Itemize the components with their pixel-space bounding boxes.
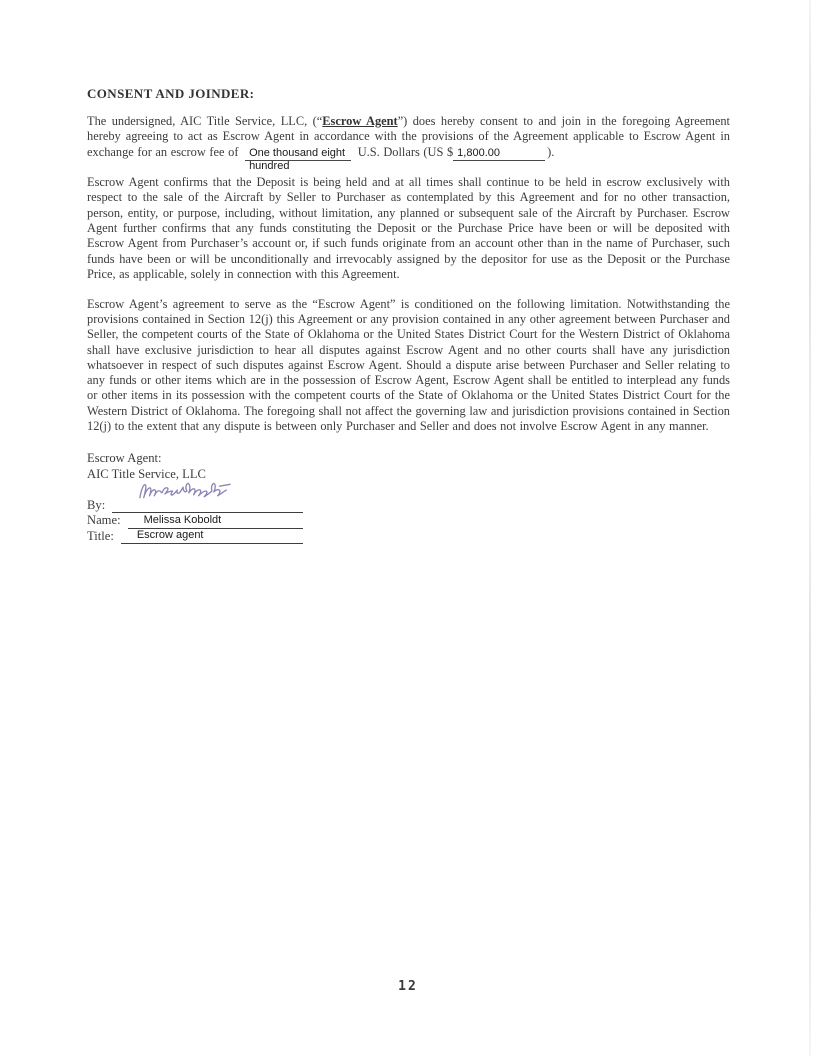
name-field[interactable] — [128, 514, 303, 529]
title-label: Title: — [87, 528, 114, 543]
signer-company-name: AIC Title Service, LLC — [87, 466, 206, 481]
handwritten-signature-icon — [137, 478, 233, 504]
document-content — [87, 86, 730, 544]
paragraph-intro — [87, 114, 730, 172]
fee-amount-field[interactable]: 1,800.00 — [453, 147, 545, 161]
paragraph-deposit-confirmation: Escrow Agent confirms that the Deposit is being held and at all times shall continue to be held in escrow exclusively with respect to the sale of the Aircraft by Seller to Purchaser as contemplated by this Agreement and for no other transaction, person, entity, or purpose, including, without limitation, any planned or subsequent sale of the Aircraft by Purchaser. Escrow Agent further confirms that any funds constituting the Deposit or the Purchase Price have been or will be deposited with Escrow Agent from Purchaser’s account or, if such funds originate from an account other than in the name of Purchaser, such funds have been or will be unconditionally and irrevocably assigned by the depositor for use as the Deposit or the Purchase Price, as applicable, solely in connection with this Agreement. — [87, 175, 730, 281]
signature-rows — [87, 498, 303, 544]
paragraph-jurisdiction: Escrow Agent’s agreement to serve as the “Escrow Agent” is conditioned on the following limitation. Notwithstanding the provisions contained in Section 12(j) this Agreement or any provision contained in any other agreement between Purchaser and Seller, the competent courts of the State of Oklahoma or the United States District Court for the Western District of Oklahoma shall have exclusive jurisdiction to hear all disputes against Escrow Agent and no other courts shall have any jurisdiction whatsoever in respect of such disputes against Escrow Agent. Should a dispute arise between Purchaser and Seller relating to any funds or other items which are in the possession of Escrow Agent, Escrow Agent shall be entitled to interplead any funds or other items in its possession with the competent courts of the State of Oklahoma or the United States District Court for the Western District of Oklahoma. The foregoing shall not affect the governing law and jurisdiction provisions contained in Section 12(j) to the extent that any dispute is between only Purchaser and Seller and does not involve Escrow Agent in any manner. — [87, 296, 730, 434]
name-row — [87, 513, 303, 528]
fee-words-line2: hundred — [249, 159, 290, 172]
paragraph-intro-tail: ). — [547, 144, 555, 159]
fee-words-field[interactable] — [245, 146, 351, 172]
paragraph-intro-between: U.S. Dollars (US $ — [357, 144, 454, 159]
name-value: Melissa Koboldt — [143, 513, 222, 526]
signer-party-label: Escrow Agent: — [87, 451, 162, 466]
title-field[interactable] — [121, 529, 303, 544]
name-label: Name: — [87, 513, 121, 528]
paragraph-intro-lead: The undersigned, AIC Title Service, LLC, (“ — [87, 114, 323, 128]
page-number: 12 — [398, 979, 418, 994]
by-label: By: — [87, 498, 106, 513]
fee-words-line1: One thousand eight — [245, 147, 351, 161]
paragraph-intro-after-term: ”) does hereby consent to and join in the foregoing Agreement hereby agreeing to act as Escrow Agent in accordance with the provisions of the Agreement applicable to Escrow Agent in exchange for an escrow fee of — [87, 114, 730, 159]
title-row — [87, 529, 303, 544]
scan-artifact-line — [809, 0, 811, 1056]
section-heading: CONSENT AND JOINDER: — [87, 86, 255, 101]
escrow-agent-term: Escrow Agent — [322, 114, 398, 128]
title-value: Escrow agent — [136, 529, 204, 542]
signature-block — [87, 451, 730, 544]
